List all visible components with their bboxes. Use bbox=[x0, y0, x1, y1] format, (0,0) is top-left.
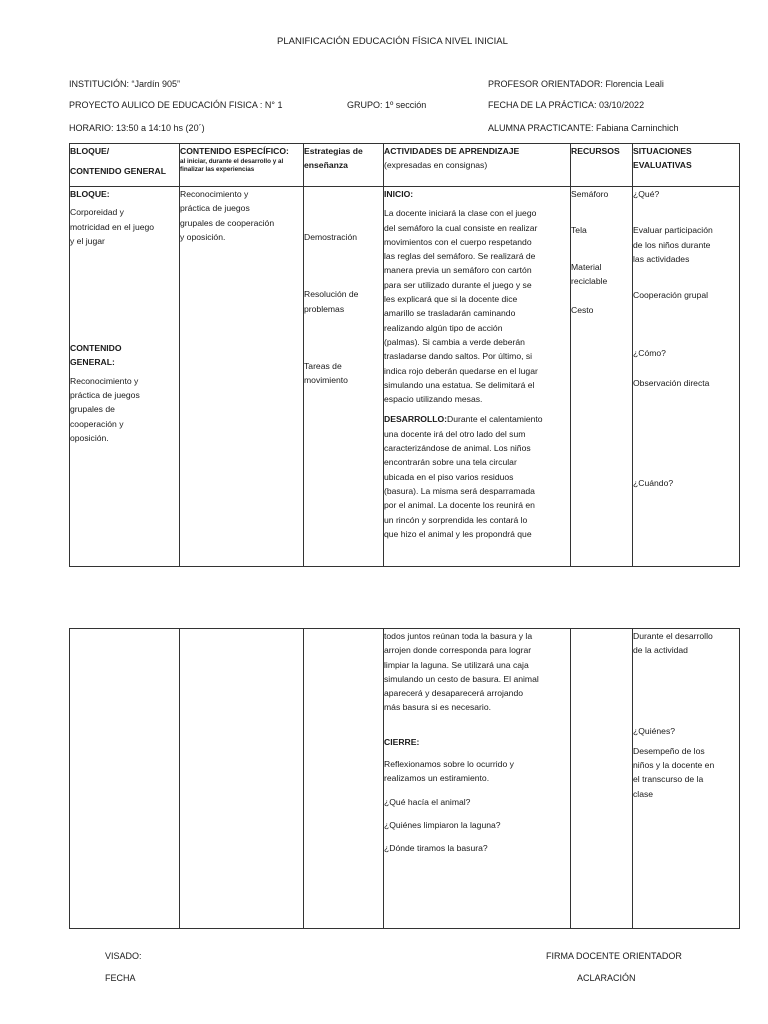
col-header-recursos: RECURSOS bbox=[571, 144, 633, 187]
visado-label: VISADO: bbox=[105, 951, 142, 961]
planning-table-1 bbox=[69, 143, 740, 567]
fecha-label: FECHA bbox=[105, 973, 136, 983]
fecha-practica-field: FECHA DE LA PRÁCTICA: 03/10/2022 bbox=[488, 100, 645, 110]
page-title: PLANIFICACIÓN EDUCACIÓN FÍSICA NIVEL INICIAL bbox=[277, 36, 508, 47]
actividades-cell-2: todos juntos reúnan toda la basura y la arrojen donde corresponda para lograr limpiar la laguna. Se utilizará una caja simulando un cesto de basura. El animal aparecerá y desaparecerá arrojando más basura si es necesario. CIERRE: Reflexionamos sobre lo ocurrido y realizamos un estiramiento. ¿Qué hacía el animal? ¿Quiénes limpiaron la laguna? ¿Dónde tiramos la basura? bbox=[384, 629, 571, 929]
horario-field: HORARIO: 13:50 a 14:10 hs (20´) bbox=[69, 123, 205, 133]
estrategias-cell: Demostración Resolución de problemas Tareas de movimiento bbox=[304, 187, 384, 567]
recursos-cell-2 bbox=[571, 629, 633, 929]
situaciones-cell: ¿Qué? Evaluar participación de los niños durante las actividades Cooperación grupal ¿Cómo? Observación directa ¿Cuándo? bbox=[633, 187, 740, 567]
estrategias-cell-2 bbox=[304, 629, 384, 929]
planning-table-2 bbox=[69, 628, 740, 929]
especifico-cell-2 bbox=[180, 629, 304, 929]
especifico-cell: Reconocimiento y práctica de juegos grupales de cooperación y oposición. bbox=[180, 187, 304, 567]
aclaracion-label: ACLARACIÓN bbox=[577, 973, 636, 983]
table-body-row bbox=[70, 187, 740, 567]
situaciones-cell-2: Durante el desarrollo de la actividad ¿Quiénes? Desempeño de los niños y la docente en el transcurso de la clase bbox=[633, 629, 740, 929]
proyecto-field: PROYECTO AULICO DE EDUCACIÓN FISICA : N° 1 bbox=[69, 100, 283, 110]
col-header-situaciones: SITUACIONES EVALUATIVAS bbox=[633, 144, 740, 187]
col-header-actividades: ACTIVIDADES DE APRENDIZAJE (expresadas en consignas) bbox=[384, 144, 571, 187]
profesor-field: PROFESOR ORIENTADOR: Florencia Leali bbox=[488, 79, 664, 89]
institucion-field: INSTITUCIÓN: “Jardín 905” bbox=[69, 79, 181, 89]
desarrollo-first-line: DESARROLLO:Durante el calentamiento bbox=[384, 414, 543, 425]
table-body-row-2 bbox=[70, 629, 740, 929]
col-header-especifico: CONTENIDO ESPECÍFICO: al iniciar, durante el desarrollo y al finalizar las experiencias bbox=[180, 144, 304, 187]
firma-label: FIRMA DOCENTE ORIENTADOR bbox=[546, 951, 682, 961]
col-header-estrategias: Estrategias de enseñanza bbox=[304, 144, 384, 187]
bloque-cell-2 bbox=[70, 629, 180, 929]
actividades-cell: INICIO: La docente iniciará la clase con el juego del semáforo la cual consiste en realizar movimientos con el cuerpo respetando las reglas del semáforo. Se realizará de manera previa un semáforo con cartón para ser utilizado durante el juego y se les explicará que si la docente dice amarillo se trasladarán caminando realizando algún tipo de acción (palmas). Si cambia a verde deberán trasladarse dando saltos. Por último, si indica rojo deberán quedarse en el lugar simulando una estatua. Se delimitará el espacio utilizando mesas. DESARROLLO:Durante el calentamiento una docente irá del otro lado del sum caracterizándose de animal. Los niños encontrarán sobre una tela circular ubicada en el piso varios residuos (basura). La misma será desparramada por el animal. La docente los reunirá en un rincón y sorprendida les contará lo que hizo el animal y les propondrá que bbox=[384, 187, 571, 567]
table-header-row bbox=[70, 144, 740, 187]
col-header-bloque: BLOQUE/ CONTENIDO GENERAL bbox=[70, 144, 180, 187]
recursos-cell: Semáforo Tela Material reciclable Cesto bbox=[571, 187, 633, 567]
grupo-field: GRUPO: 1º sección bbox=[347, 100, 427, 110]
alumna-field: ALUMNA PRACTICANTE: Fabiana Carninchich bbox=[488, 123, 679, 133]
bloque-cell: BLOQUE: Corporeidad y motricidad en el juego y el jugar CONTENIDO GENERAL: Reconocimiento y práctica de juegos grupales de cooperación y oposición. bbox=[70, 187, 180, 567]
